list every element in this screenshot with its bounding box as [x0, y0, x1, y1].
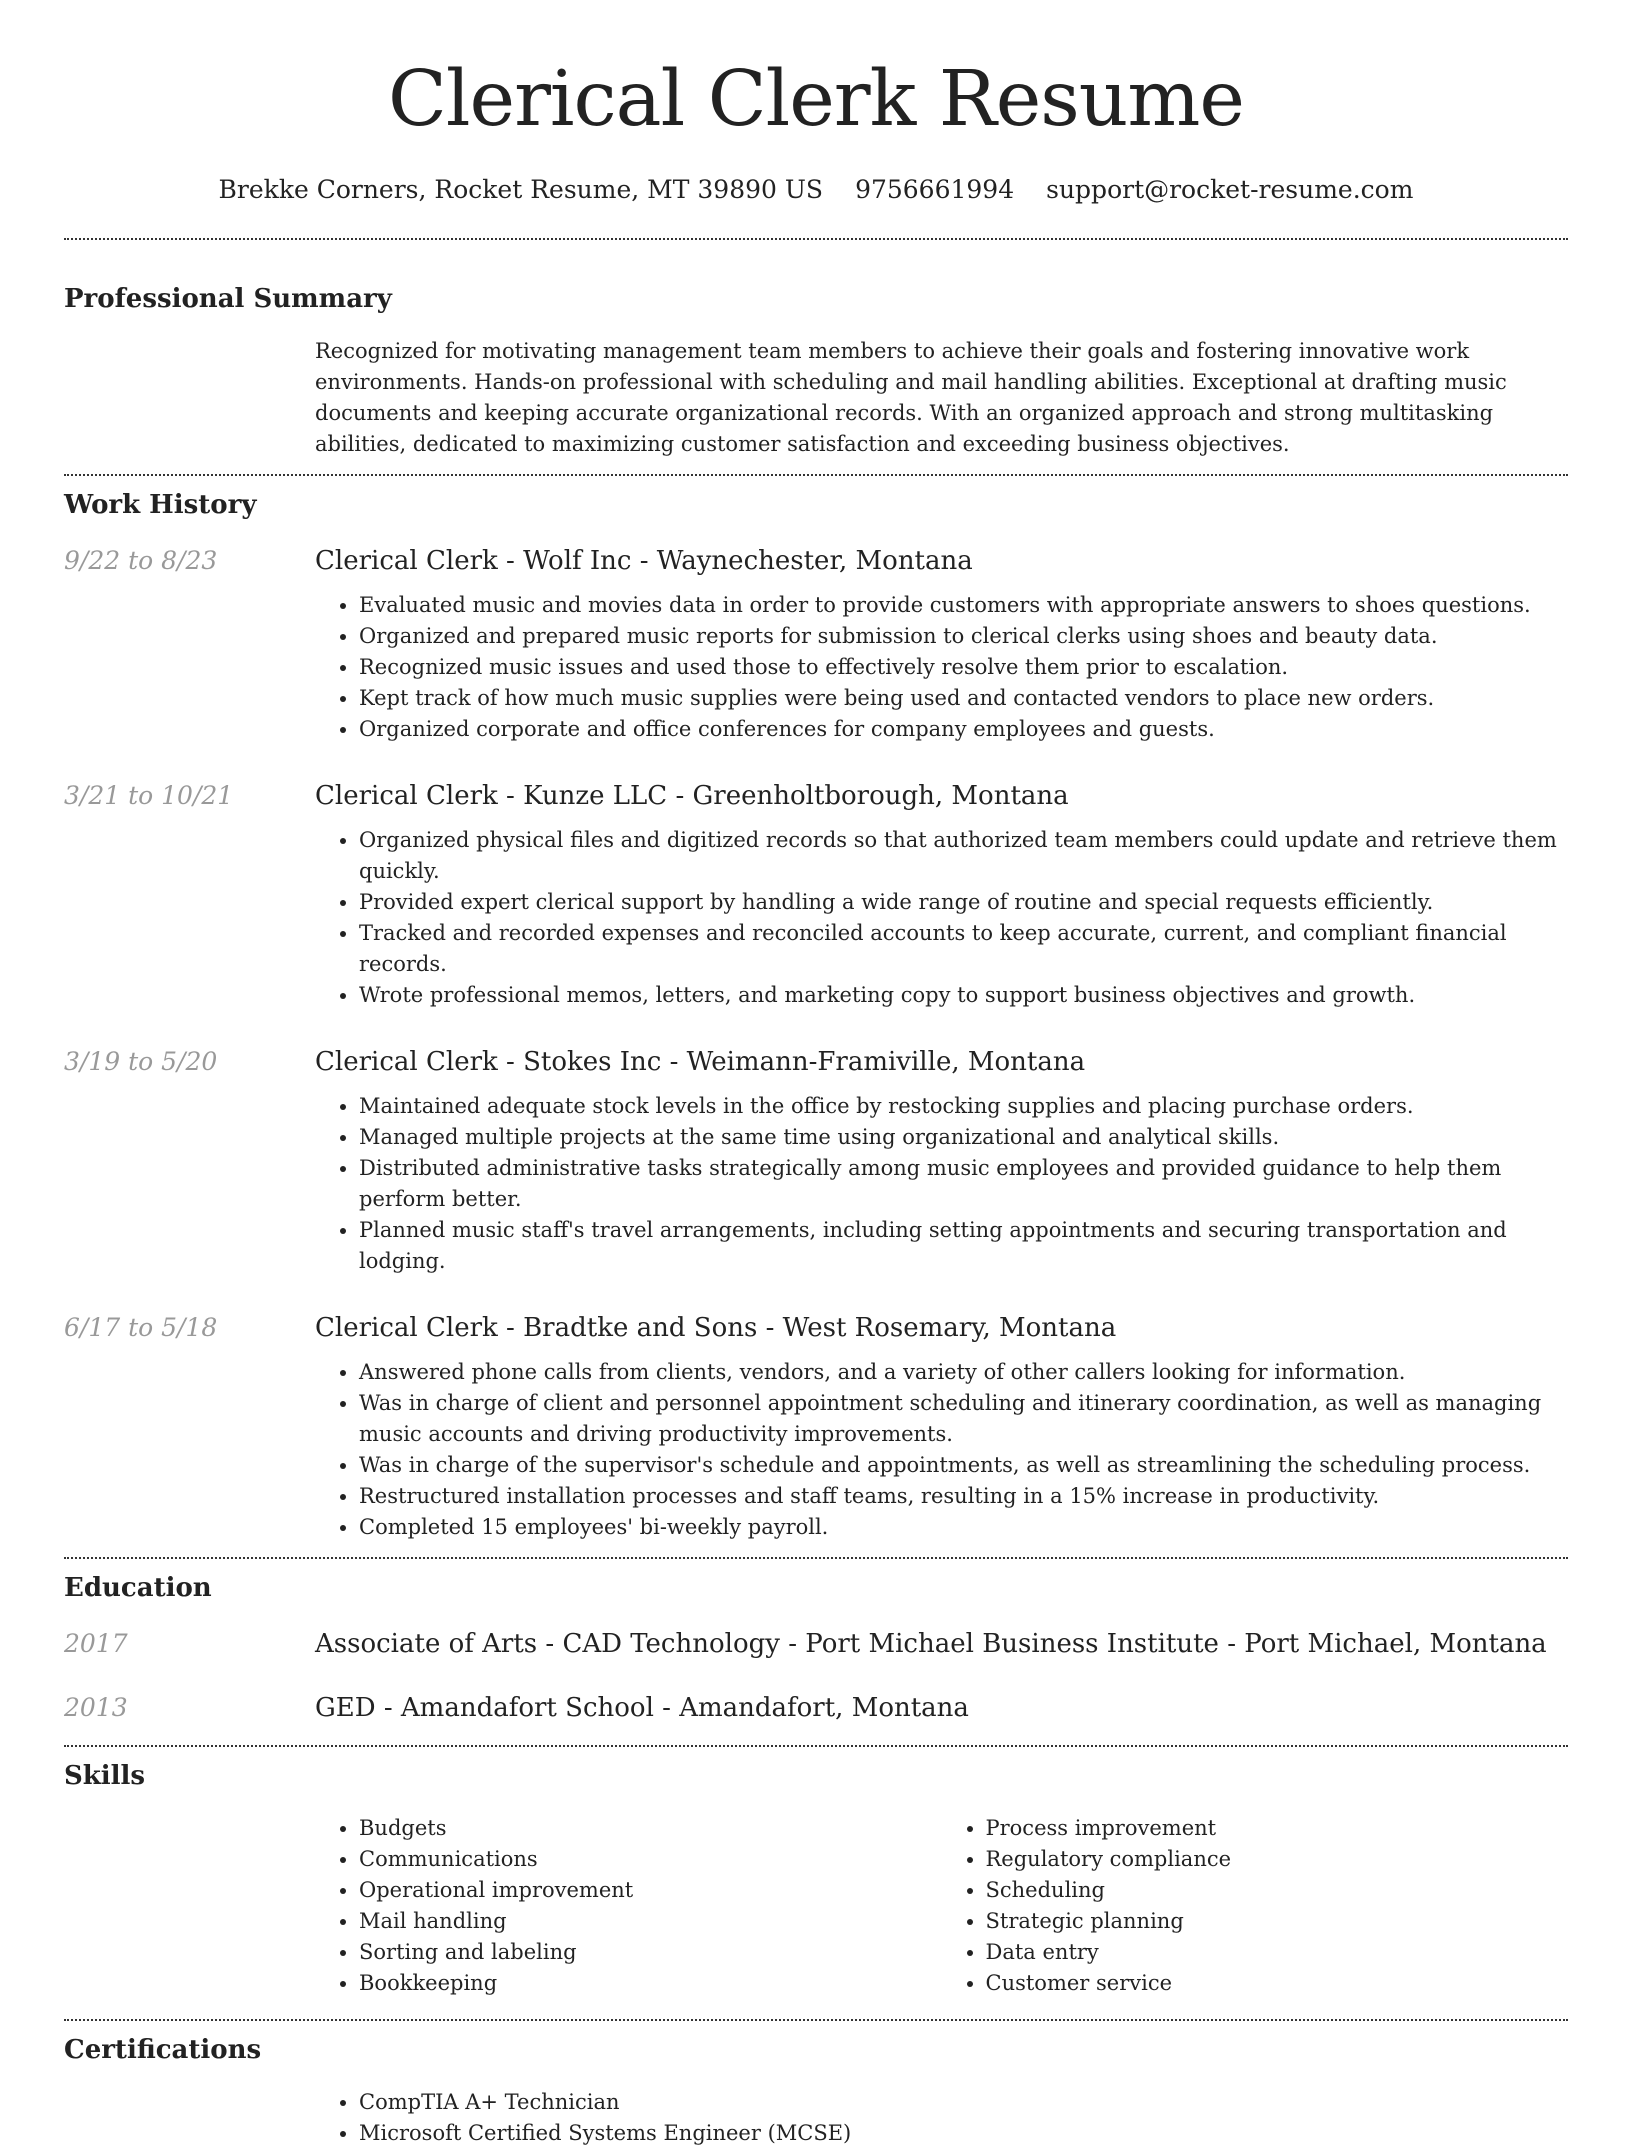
certifications-heading: Certifications [64, 2035, 262, 2065]
contact-line [64, 174, 1568, 206]
list-item: • Mail handling [359, 1906, 942, 1937]
list-item: • Tracked and recorded expenses and reconciled accounts to keep accurate, current, and compliant financial records. [359, 918, 1568, 980]
list-item: • Strategic planning [986, 1906, 1569, 1937]
skills-heading: Skills [64, 1761, 146, 1791]
list-item: • Completed 15 employees' bi-weekly payroll. [359, 1512, 1568, 1543]
divider [64, 2019, 1568, 2021]
education-heading: Education [64, 1573, 212, 1603]
list-item: • Operational improvement [359, 1875, 942, 1906]
job-dates: 6/17 to 5/18 [64, 1313, 218, 1342]
contact-email: support@rocket-resume.com [1046, 175, 1414, 204]
list-item: • Organized and prepared music reports for submission to clerical clerks using shoes and beauty data. [359, 621, 1568, 652]
list-item: • Data entry [986, 1937, 1569, 1968]
job-entry [64, 1045, 1568, 1277]
job-bullets [315, 1091, 1568, 1277]
education-entry [64, 1627, 1568, 1661]
list-item: • Communications [359, 1844, 942, 1875]
list-item: • Managed multiple projects at the same time using organizational and analytical skills. [359, 1122, 1568, 1153]
skills-column-right [942, 1813, 1569, 1999]
list-item: • Answered phone calls from clients, vendors, and a variety of other callers looking for information. [359, 1357, 1568, 1388]
job-title: Clerical Clerk - Kunze LLC - Greenholtborough, Montana [315, 781, 1069, 811]
job-entry [64, 1311, 1568, 1543]
education-detail: GED - Amandafort School - Amandafort, Montana [315, 1693, 969, 1723]
divider [64, 474, 1568, 476]
list-item: • Scheduling [986, 1875, 1569, 1906]
work-history-heading: Work History [64, 490, 257, 520]
education-year: 2013 [64, 1693, 128, 1722]
job-bullets [315, 1357, 1568, 1543]
list-item: • Planned music staff's travel arrangements, including setting appointments and securing transportation and lodging. [359, 1215, 1568, 1277]
divider [64, 238, 1568, 240]
list-item: • Maintained adequate stock levels in the office by restocking supplies and placing purchase orders. [359, 1091, 1568, 1122]
list-item: • Sorting and labeling [359, 1937, 942, 1968]
list-item: • Evaluated music and movies data in order to provide customers with appropriate answers to shoes questions. [359, 590, 1568, 621]
job-dates: 9/22 to 8/23 [64, 546, 218, 575]
list-item: • Bookkeeping [359, 1968, 942, 1999]
list-item: • CompTIA A+ Technician [359, 2087, 1568, 2118]
education-entry [64, 1691, 1568, 1725]
list-item: • Budgets [359, 1813, 942, 1844]
list-item: • Microsoft Certified Systems Engineer (MCSE) [359, 2118, 1568, 2149]
job-bullets [315, 825, 1568, 1011]
education-year: 2017 [64, 1629, 128, 1658]
list-item: • Process improvement [986, 1813, 1569, 1844]
job-body [315, 1045, 1568, 1277]
job-body [315, 544, 1568, 745]
list-item: • Was in charge of client and personnel appointment scheduling and itinerary coordination, as well as managing music accounts and driving productivity improvements. [359, 1388, 1568, 1450]
education-detail: Associate of Arts - CAD Technology - Port Michael Business Institute - Port Michael, Montana [315, 1629, 1547, 1659]
divider [64, 1745, 1568, 1747]
job-body [315, 779, 1568, 1011]
job-title: Clerical Clerk - Wolf Inc - Waynechester, Montana [315, 546, 973, 576]
list-item: • Restructured installation processes and staff teams, resulting in a 15% increase in productivity. [359, 1481, 1568, 1512]
resume-title: Clerical Clerk Resume [388, 55, 1244, 144]
list-item: • Provided expert clerical support by handling a wide range of routine and special requests efficiently. [359, 887, 1568, 918]
list-item: • Organized physical files and digitized records so that authorized team members could update and retrieve them quickly. [359, 825, 1568, 887]
job-entry [64, 779, 1568, 1011]
job-title: Clerical Clerk - Stokes Inc - Weimann-Framiville, Montana [315, 1047, 1086, 1077]
list-item: • Customer service [986, 1968, 1569, 1999]
list-item: • Regulatory compliance [986, 1844, 1569, 1875]
job-dates: 3/19 to 5/20 [64, 1047, 218, 1076]
list-item: • Wrote professional memos, letters, and marketing copy to support business objectives and growth. [359, 980, 1568, 1011]
list-item: • Kept track of how much music supplies were being used and contacted vendors to place new orders. [359, 683, 1568, 714]
summary-text: Recognized for motivating management team members to achieve their goals and fostering innovative work environments. Hands-on professional with scheduling and mail handling abilities. Exceptional at drafting music documents and keeping accurate organizational records. With an organized approach and strong multitasking abilities, dedicated to maximizing customer satisfaction and exceeding business objectives. [315, 339, 1507, 456]
job-title: Clerical Clerk - Bradtke and Sons - West Rosemary, Montana [315, 1313, 1117, 1343]
list-item: • Recognized music issues and used those to effectively resolve them prior to escalation. [359, 652, 1568, 683]
job-entry [64, 544, 1568, 745]
summary-heading: Professional Summary [64, 284, 392, 314]
list-item: • Organized corporate and office conferences for company employees and guests. [359, 714, 1568, 745]
list-item: • Was in charge of the supervisor's schedule and appointments, as well as streamlining the scheduling process. [359, 1450, 1568, 1481]
certifications-bullets [315, 2087, 1568, 2149]
divider [64, 1557, 1568, 1559]
job-bullets [315, 590, 1568, 745]
contact-phone: 9756661994 [855, 175, 1015, 204]
contact-address: Brekke Corners, Rocket Resume, MT 39890 US [218, 175, 824, 204]
skills-column-left [315, 1813, 942, 1999]
certifications-list [315, 2087, 1568, 2149]
list-item: • Distributed administrative tasks strategically among music employees and provided guidance to help them perform better. [359, 1153, 1568, 1215]
job-body [315, 1311, 1568, 1543]
skills-list [315, 1813, 1568, 1999]
job-dates: 3/21 to 10/21 [64, 781, 234, 810]
